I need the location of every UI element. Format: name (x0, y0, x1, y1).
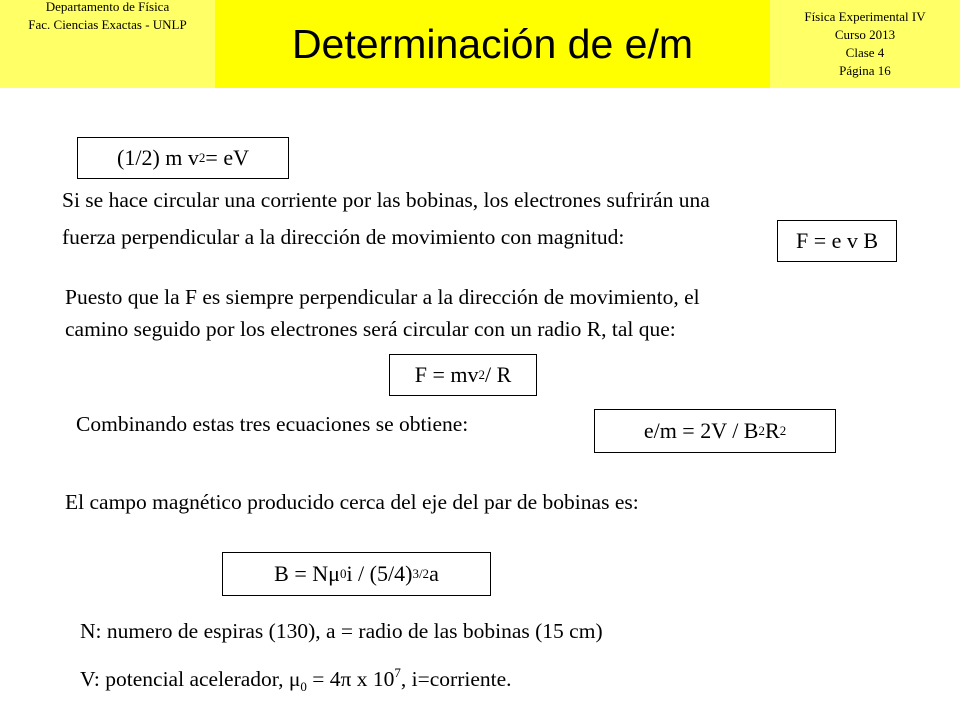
e-over-m-equation: e/m = 2V / B 2 R 2 (594, 409, 836, 453)
eq2-text: F = e v B (795, 228, 879, 253)
mu-symbol: μ (288, 667, 301, 691)
note-coil-text: N: numero de espiras (130), a = radio de las bobinas (15 cm) (80, 619, 603, 643)
note2-part-c: x 10 (351, 667, 395, 691)
paragraph-force (62, 183, 710, 254)
eq5-part-b: i / (5/4) (346, 561, 413, 586)
year-label: Curso 2013 (834, 27, 896, 42)
note2-exponent: 7 (394, 665, 401, 680)
page-title-box (215, 0, 770, 88)
note2-part-b: = 4 (306, 667, 341, 691)
paragraph-magnetic-text: El campo magnético producido cerca del eje del par de bobinas es: (65, 490, 639, 514)
eq1-part-b: = eV (205, 145, 249, 170)
paragraph-circular-path (65, 281, 700, 345)
course-label: Física Experimental IV (804, 9, 926, 24)
note-coil-parameters (80, 614, 603, 648)
note2-part-a: V: potencial acelerador, (80, 667, 289, 691)
page-title: Determinación de e/m (291, 20, 694, 67)
paragraph-force-line1: Si se hace circular una corriente por las bobinas, los electrones sufrirán una (62, 188, 710, 212)
paragraph-force-line2: fuerza perpendicular a la dirección de movimiento con magnitud: (62, 225, 625, 249)
faculty-label: Fac. Ciencias Exactas - UNLP (28, 17, 187, 32)
eq4-part-a: e/m = 2V / B (643, 418, 759, 443)
note2-subscript: 0 (300, 679, 307, 694)
pi-symbol: π (340, 667, 352, 691)
kinetic-energy-equation: (1/2) m v 2 = eV (77, 137, 289, 179)
header-right-box (770, 0, 960, 88)
eq5-part-a: B = N (274, 561, 329, 586)
header-left-box (0, 0, 215, 88)
paragraph-magnetic-field (65, 485, 639, 519)
page-number: Página 16 (839, 63, 891, 78)
lorentz-force-equation (777, 220, 897, 262)
eq4-part-b: R (765, 418, 780, 443)
paragraph-circular-line1: Puesto que la F es siempre perpendicular a la dirección de movimiento, el (65, 285, 700, 309)
note-variables (80, 662, 512, 696)
mu-symbol: μ (328, 561, 340, 586)
department-label: Departamento de Física (45, 0, 170, 14)
eq1-part-a: (1/2) m v (117, 145, 199, 170)
eq3-part-a: F = mv (414, 362, 479, 387)
paragraph-combining (76, 407, 468, 441)
eq5-part-c: a (429, 561, 439, 586)
magnetic-field-equation: B = N μ 0 i / (5/4) 3/2 a (222, 552, 491, 596)
paragraph-combining-text: Combinando estas tres ecuaciones se obtiene: (76, 412, 469, 436)
class-label: Clase 4 (845, 45, 885, 60)
eq3-part-b: / R (484, 362, 512, 387)
note2-part-d: , i=corriente. (400, 667, 512, 691)
centripetal-force-equation: F = mv 2 / R (389, 354, 537, 396)
paragraph-circular-line2: camino seguido por los electrones será circular con un radio R, tal que: (65, 317, 676, 341)
